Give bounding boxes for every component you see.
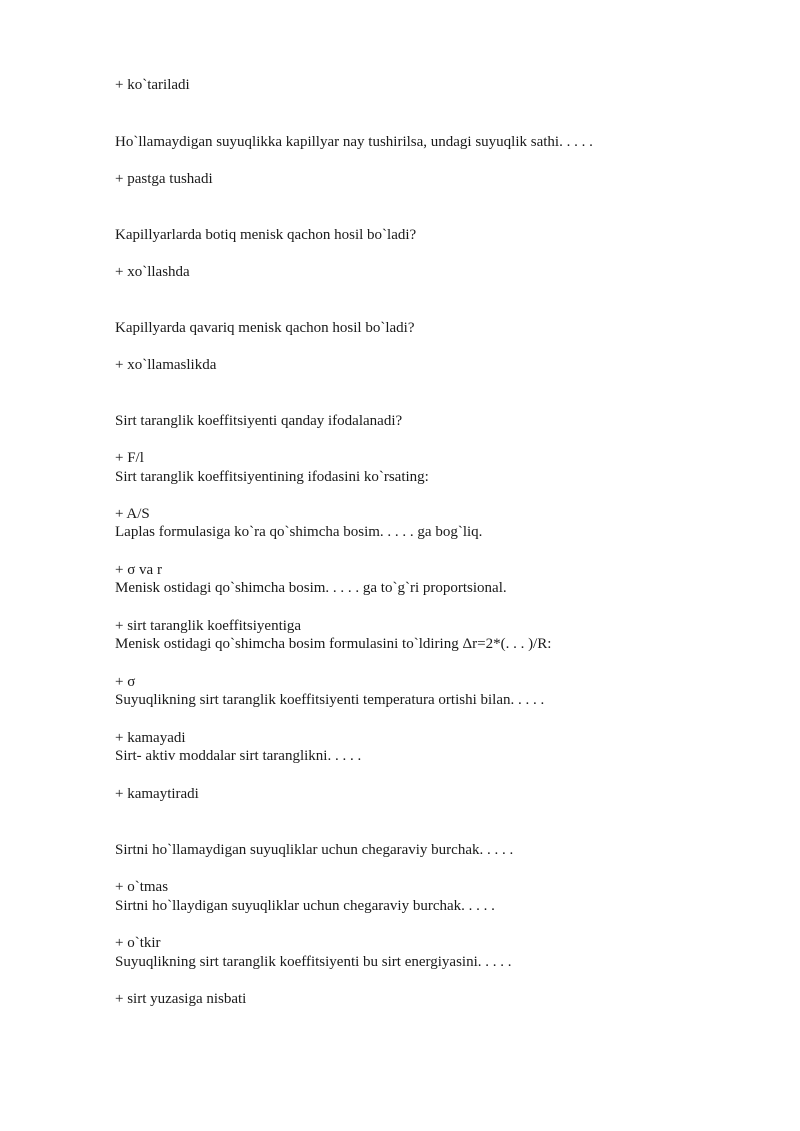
question-line: Suyuqlikning sirt taranglik koeffitsiyenti temperatura ortishi bilan. . . . . — [115, 692, 545, 708]
answer-line: + σ — [115, 674, 136, 690]
answer-line: + sirt yuzasiga nisbati — [115, 991, 247, 1007]
question-line: Sirt taranglik koeffitsiyenti qanday ifodalanadi? — [115, 413, 403, 429]
answer-line: + kamaytiradi — [115, 786, 199, 802]
question-line: Menisk ostidagi qo`shimcha bosim formulasini to`ldiring Δr=2*(. . . )/R: — [115, 636, 552, 652]
question-line: Sirtni ho`llaydigan suyuqliklar uchun chegaraviy burchak. . . . . — [115, 898, 495, 914]
question-line: Ho`llamaydigan suyuqlikka kapillyar nay tushirilsa, undagi suyuqlik sathi. . . . . — [115, 134, 593, 150]
question-line: Sirtni ho`llamaydigan suyuqliklar uchun chegaraviy burchak. . . . . — [115, 842, 514, 858]
answer-line: + pastga tushadi — [115, 171, 213, 187]
question-line: Sirt- aktiv moddalar sirt taranglikni. . . . . — [115, 748, 362, 764]
answer-line: + A/S — [115, 506, 150, 522]
question-line: Laplas formulasiga ko`ra qo`shimcha bosim. . . . . ga bog`liq. — [115, 524, 483, 540]
question-line: Menisk ostidagi qo`shimcha bosim. . . . . ga to`g`ri proportsional. — [115, 580, 507, 596]
answer-line: + o`tkir — [115, 935, 161, 951]
answer-line: + σ va r — [115, 562, 162, 578]
answer-line: + kamayadi — [115, 730, 186, 746]
question-line: Sirt taranglik koeffitsiyentining ifodasini ko`rsating: — [115, 469, 429, 485]
answer-line: + xo`llashda — [115, 264, 190, 280]
question-line: Kapillyarda qavariq menisk qachon hosil bo`ladi? — [115, 320, 415, 336]
answer-line: + ko`tariladi — [115, 77, 190, 93]
answer-line: + xo`llamaslikda — [115, 357, 217, 373]
answer-line: + F/l — [115, 450, 144, 466]
answer-line: + sirt taranglik koeffitsiyentiga — [115, 618, 302, 634]
question-line: Kapillyarlarda botiq menisk qachon hosil bo`ladi? — [115, 227, 417, 243]
question-line: Suyuqlikning sirt taranglik koeffitsiyenti bu sirt energiyasini. . . . . — [115, 954, 512, 970]
answer-line: + o`tmas — [115, 879, 169, 895]
